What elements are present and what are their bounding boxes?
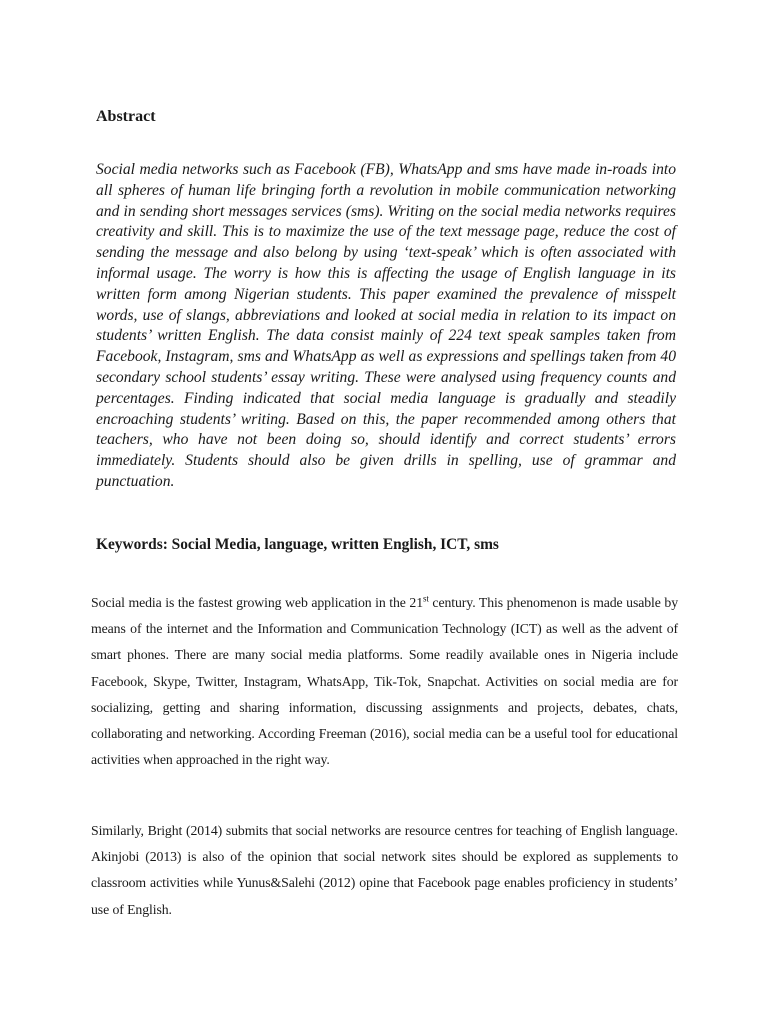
para1-text-start: Social media is the fastest growing web application in the 21 (91, 595, 424, 610)
body-paragraph-2: Similarly, Bright (2014) submits that social networks are resource centres for teaching of English language. Akinjobi (2013) is also of the opinion that social network sites should be explored as supplements to classroom activities while Yunus&Salehi (2012) opine that Facebook page enables proficiency in students’ use of English. (91, 823, 678, 917)
abstract-heading: Abstract (96, 108, 156, 125)
para1-text-rest: century. This phenomenon is made usable by means of the internet and the Information and Communication Technology (ICT) as well as the advent of smart phones. There are many social media platforms. Some readily available ones in Nigeria include Facebook, Skype, Twitter, Instagram, WhatsApp, Tik-Tok, Snapchat. Activities on social media are for socializing, getting and sharing information, discussing assignments and projects, debates, chats, collaborating and networking. According Freeman (2016), social media can be a useful tool for educational activities when approached in the right way. (91, 595, 678, 768)
abstract-text: Social media networks such as Facebook (FB), WhatsApp and sms have made in-roads into all spheres of human life bringing forth a revolution in mobile communication networking and in sending short messages services (sms). Writing on the social media networks requires creativity and skill. This is to maximize the use of the text message page, reduce the cost of sending the message and also belong by using ‘text-speak’ which is often associated with informal usage. The worry is how this is affecting the usage of English language in its written form among Nigerian students. This paper examined the prevalence of misspelt words, use of slangs, abbreviations and looked at social media in relation to its impact on students’ written English. The data consist mainly of 224 text speak samples taken from Facebook, Instagram, sms and WhatsApp as well as expressions and spellings taken from 40 secondary school students’ essay writing. These were analysed using frequency counts and percentages. Finding indicated that social media language is gradually and steadily encroaching students’ writing. Based on this, the paper recommended among others that teachers, who have not been doing so, should identify and correct students’ errors immediately. Students should also be given drills in spelling, use of grammar and punctuation. (96, 161, 676, 490)
body-paragraph-1 (91, 590, 678, 773)
keywords-line: Keywords: Social Media, language, written English, ICT, sms (96, 536, 499, 553)
para1-superscript: st (423, 593, 429, 604)
